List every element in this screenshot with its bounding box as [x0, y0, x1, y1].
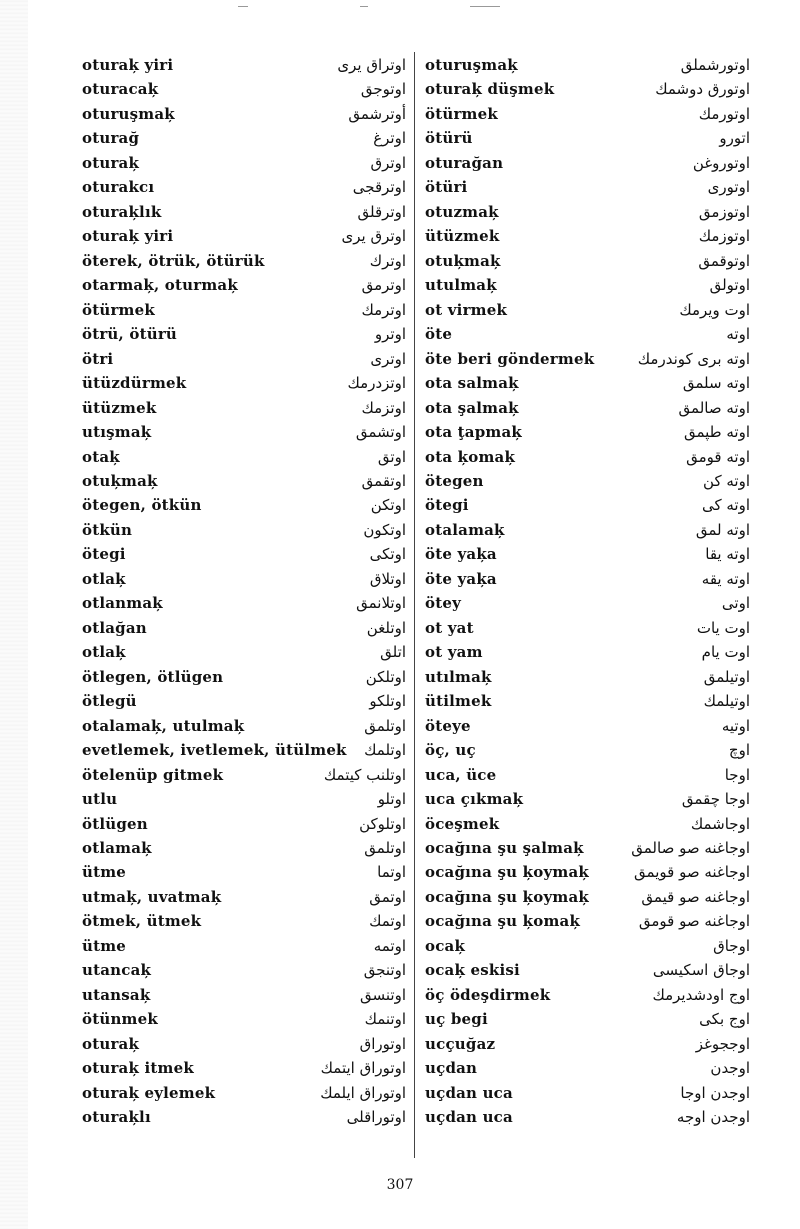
entry-latin-word: otalamaķ	[425, 520, 505, 539]
dictionary-entry	[425, 126, 750, 150]
entry-latin-word: ot yam	[425, 643, 483, 662]
entry-latin-word: ötlegü	[82, 692, 137, 711]
entry-arabic-script: اوتوقمق	[698, 251, 750, 270]
entry-arabic-script: اوترو	[374, 325, 406, 344]
dictionary-entry	[82, 469, 406, 493]
entry-arabic-script: اوتلغن	[366, 618, 406, 637]
entry-latin-word: oturuşmaķ	[425, 56, 518, 74]
entry-arabic-script: اوجدن اوجا	[680, 1083, 750, 1102]
dictionary-entry	[82, 347, 406, 371]
dictionary-entry	[82, 200, 406, 224]
entry-arabic-script: اوتيلمك	[703, 692, 750, 711]
dictionary-entry	[82, 812, 406, 836]
page-number: 307	[386, 1177, 414, 1193]
dictionary-entry	[82, 640, 406, 664]
entry-arabic-script: اوترك	[369, 251, 406, 270]
entry-arabic-script: اوتمك	[369, 912, 406, 931]
entry-arabic-script: اوتق	[377, 447, 406, 466]
entry-latin-word: oturaķ	[82, 1034, 140, 1053]
entry-latin-word: oturaķ	[82, 153, 140, 172]
page-edge-shadow	[0, 0, 28, 1229]
entry-latin-word: oturakcı	[82, 178, 155, 197]
dictionary-entry	[425, 224, 750, 248]
dictionary-entry	[425, 909, 750, 933]
entry-arabic-script: اوترمق	[361, 276, 406, 295]
dictionary-entry	[425, 812, 750, 836]
dictionary-entry	[82, 616, 406, 640]
dictionary-entry	[425, 469, 750, 493]
entry-latin-word: ota ķomaķ	[425, 447, 516, 466]
entry-arabic-script: اوترق	[370, 153, 406, 172]
dictionary-entry	[425, 787, 750, 811]
entry-latin-word: uca çıkmaķ	[425, 790, 524, 809]
dictionary-entry	[425, 885, 750, 909]
dictionary-entry	[425, 298, 750, 322]
dictionary-entry	[82, 249, 406, 273]
entry-latin-word: oturağ	[82, 129, 140, 148]
dictionary-entry	[425, 1007, 750, 1031]
entry-arabic-script: اوج اودشديرمك	[652, 985, 750, 1004]
entry-arabic-script: اوته يقه	[701, 569, 750, 588]
dictionary-entry	[425, 640, 750, 664]
dictionary-entry	[425, 77, 750, 101]
entry-latin-word: oturağan	[425, 153, 504, 172]
dictionary-entry	[425, 689, 750, 713]
entry-arabic-script: اوجا چقمق	[681, 790, 750, 809]
dictionary-entry	[425, 445, 750, 469]
entry-latin-word: ötmek, ütmek	[82, 912, 202, 931]
entry-arabic-script: اوتورق دوشمك	[655, 80, 750, 99]
dictionary-entry	[82, 836, 406, 860]
entry-latin-word: utancaķ	[82, 961, 152, 980]
dictionary-entry	[425, 714, 750, 738]
dictionary-entry	[425, 493, 750, 517]
entry-latin-word: ötünmek	[82, 1010, 158, 1029]
dictionary-entry	[425, 542, 750, 566]
entry-latin-word: ötrü, ötürü	[82, 325, 178, 344]
entry-arabic-script: اوتنمك	[364, 1010, 406, 1029]
entry-arabic-script: اوتزدرمك	[347, 374, 406, 393]
entry-latin-word: ocağına şu ķomaķ	[425, 912, 581, 931]
entry-arabic-script: اوتلمق	[364, 716, 406, 735]
entry-latin-word: öç, uç	[425, 741, 476, 760]
entry-latin-word: ötürmek	[82, 300, 155, 319]
dictionary-entry	[425, 249, 750, 273]
entry-arabic-script: اوت يام	[701, 643, 750, 662]
dictionary-entry	[82, 53, 406, 77]
dictionary-entry	[425, 347, 750, 371]
entry-latin-word: ota ţapmaķ	[425, 423, 522, 442]
entry-latin-word: oturaķ yiri	[82, 227, 174, 246]
entry-latin-word: otlağan	[82, 618, 147, 637]
entry-arabic-script: اوتيه	[721, 716, 750, 735]
dictionary-entry	[425, 273, 750, 297]
entry-latin-word: uçdan uca	[425, 1108, 513, 1127]
entry-latin-word: öç ödeşdirmek	[425, 985, 551, 1004]
entry-arabic-script: اوتلانمق	[356, 594, 406, 613]
entry-arabic-script: اوتنجق	[363, 961, 406, 980]
entry-latin-word: uca, üce	[425, 765, 497, 784]
entry-arabic-script: اوتمق	[369, 887, 406, 906]
dictionary-entry	[82, 567, 406, 591]
entry-latin-word: oturaķ yiri	[82, 56, 174, 74]
entry-arabic-script: اوتورمك	[698, 104, 750, 123]
dictionary-entry	[425, 616, 750, 640]
entry-arabic-script: اوتوراق ايتمك	[320, 1059, 406, 1078]
entry-arabic-script: اوته قومق	[686, 447, 750, 466]
entry-arabic-script: اوته برى كوندرمك	[637, 349, 750, 368]
entry-latin-word: otuzmaķ	[425, 202, 499, 221]
entry-latin-word: ütme	[82, 936, 127, 955]
entry-latin-word: ocağına şu ķoymaķ	[425, 887, 589, 906]
dictionary-entry	[82, 1105, 406, 1129]
entry-arabic-script: اوجاق اسكيسى	[652, 961, 750, 980]
entry-latin-word: otlaķ	[82, 569, 126, 588]
entry-arabic-script: اوته صالمق	[678, 398, 750, 417]
entry-latin-word: ütilmek	[425, 692, 492, 711]
entry-arabic-script: اوتما	[377, 863, 406, 882]
dictionary-entry	[82, 591, 406, 615]
dictionary-entry	[425, 665, 750, 689]
entry-latin-word: ötlügen	[82, 814, 148, 833]
entry-arabic-script: اوجا	[724, 765, 750, 784]
entry-arabic-script: اوتلاق	[369, 569, 406, 588]
entry-latin-word: ocağına şu ķoymaķ	[425, 863, 589, 882]
entry-latin-word: otarmaķ, oturmaķ	[82, 276, 238, 295]
entry-arabic-script: اوترقلق	[357, 202, 406, 221]
dictionary-entry	[82, 763, 406, 787]
entry-latin-word: ötey	[425, 594, 461, 613]
entry-latin-word: oturaķlı	[82, 1108, 151, 1127]
entry-latin-word: ötegi	[425, 496, 469, 515]
dictionary-entry	[82, 445, 406, 469]
entry-arabic-script: اوچ	[728, 741, 750, 760]
entry-arabic-script: اوترى	[370, 349, 406, 368]
entry-arabic-script: اوجاشمك	[690, 814, 750, 833]
dictionary-entry	[425, 200, 750, 224]
dictionary-entry	[82, 665, 406, 689]
entry-arabic-script: اوتلكو	[369, 692, 406, 711]
dictionary-entry	[425, 1056, 750, 1080]
dictionary-entry	[425, 420, 750, 444]
entry-latin-word: evetlemek, ivetlemek, ütülmek	[82, 741, 347, 760]
entry-latin-word: ötegen	[425, 471, 484, 490]
dictionary-entry	[425, 958, 750, 982]
dictionary-entry	[82, 958, 406, 982]
entry-arabic-script: اوتلوكن	[359, 814, 406, 833]
dictionary-entry	[425, 396, 750, 420]
dictionary-entry	[82, 175, 406, 199]
entry-latin-word: ötüri	[425, 178, 468, 197]
entry-latin-word: ötegi	[82, 545, 126, 564]
dictionary-entry	[82, 518, 406, 542]
entry-latin-word: öte yaķa	[425, 545, 497, 564]
top-scan-marks	[0, 0, 800, 20]
dictionary-entry	[82, 909, 406, 933]
dictionary-entry	[82, 420, 406, 444]
column-divider	[414, 52, 415, 1158]
dictionary-entry	[82, 934, 406, 958]
dictionary-entry	[82, 102, 406, 126]
entry-arabic-script: اوتوروغن	[692, 153, 750, 172]
entry-arabic-script: اوته كى	[701, 496, 750, 515]
entry-arabic-script: اوتمه	[373, 936, 406, 955]
entry-arabic-script: اوتلمك	[364, 741, 406, 760]
entry-latin-word: ocaķ	[425, 936, 466, 955]
dictionary-entry	[82, 273, 406, 297]
entry-arabic-script: اوججوغز	[695, 1034, 750, 1053]
entry-arabic-script: اوتكون	[363, 520, 406, 539]
entry-latin-word: ot virmek	[425, 300, 508, 319]
entry-latin-word: oturaķlık	[82, 202, 162, 221]
entry-arabic-script: اوترمك	[361, 300, 406, 319]
entry-arabic-script: اوتورشملق	[680, 56, 750, 74]
entry-latin-word: ota şalmaķ	[425, 398, 519, 417]
dictionary-entry	[425, 322, 750, 346]
dictionary-entry	[425, 934, 750, 958]
dictionary-entry	[425, 860, 750, 884]
entry-latin-word: ocaķ eskisi	[425, 961, 520, 980]
dictionary-entry	[82, 1056, 406, 1080]
dictionary-entry	[425, 151, 750, 175]
dictionary-entry	[82, 860, 406, 884]
entry-arabic-script: اوتنسق	[359, 985, 406, 1004]
entry-latin-word: öteye	[425, 716, 471, 735]
entry-arabic-script: اوتوجق	[360, 80, 406, 99]
entry-latin-word: oturaķ eylemek	[82, 1083, 216, 1102]
entry-latin-word: utılmaķ	[425, 667, 492, 686]
entry-arabic-script: اوت يات	[696, 618, 750, 637]
entry-latin-word: ütüzdürmek	[82, 374, 187, 393]
entry-latin-word: otuķmaķ	[82, 471, 158, 490]
entry-arabic-script: اوج بكى	[699, 1010, 750, 1029]
entry-arabic-script: اوتولق	[709, 276, 750, 295]
entry-arabic-script: اوت ويرمك	[679, 300, 750, 319]
dictionary-entry	[425, 175, 750, 199]
entry-arabic-script: اوتوراقلى	[346, 1108, 406, 1127]
entry-arabic-script: اوته يقا	[705, 545, 750, 564]
entry-arabic-script: اوتشمق	[355, 423, 406, 442]
entry-arabic-script: اوترغ	[373, 129, 406, 148]
entry-arabic-script: اوتوزمك	[698, 227, 750, 246]
dictionary-entry	[82, 542, 406, 566]
entry-arabic-script: اوته كن	[703, 471, 750, 490]
entry-latin-word: utışmaķ	[82, 423, 152, 442]
entry-latin-word: utulmaķ	[425, 276, 497, 295]
entry-latin-word: ötkün	[82, 520, 133, 539]
entry-arabic-script: اوتلنب كيتمك	[323, 765, 406, 784]
entry-arabic-script: أوترشمق	[348, 104, 406, 123]
entry-latin-word: uçdan	[425, 1059, 478, 1078]
entry-arabic-script: اوتراق يرى	[337, 56, 406, 74]
entry-arabic-script: اوجاغنه صو صالمق	[631, 839, 750, 857]
entry-latin-word: otlaķ	[82, 643, 126, 662]
dictionary-entry	[82, 322, 406, 346]
dictionary-entry	[82, 493, 406, 517]
entry-latin-word: ötegen, ötkün	[82, 496, 202, 515]
entry-latin-word: ot yat	[425, 618, 474, 637]
entry-arabic-script: اوجدن اوجه	[676, 1108, 750, 1127]
entry-arabic-script: اتلق	[380, 643, 406, 662]
entry-arabic-script: اوتلو	[377, 790, 406, 809]
dictionary-entry	[425, 102, 750, 126]
entry-latin-word: ota salmaķ	[425, 374, 519, 393]
dictionary-entry	[82, 396, 406, 420]
entry-latin-word: ötelenüp gitmek	[82, 765, 224, 784]
entry-arabic-script: اوتلكن	[365, 667, 406, 686]
entry-arabic-script: اوتوراق	[359, 1034, 406, 1053]
dictionary-entry	[82, 371, 406, 395]
entry-latin-word: oturaķ düşmek	[425, 80, 555, 99]
entry-arabic-script: اوترقجى	[352, 178, 406, 197]
dictionary-entry	[82, 689, 406, 713]
dictionary-entry	[425, 371, 750, 395]
entry-latin-word: ütüzmek	[425, 227, 500, 246]
entry-arabic-script: اوته سلمق	[682, 374, 750, 393]
dictionary-entry	[82, 1007, 406, 1031]
dictionary-entry	[425, 518, 750, 542]
entry-latin-word: oturaķ itmek	[82, 1059, 194, 1078]
entry-latin-word: ütüzmek	[82, 398, 157, 417]
dictionary-entry	[425, 1105, 750, 1129]
entry-latin-word: öceşmek	[425, 814, 500, 833]
entry-arabic-script: اوتيلمق	[703, 667, 750, 686]
dictionary-entry	[82, 738, 406, 762]
dictionary-entry	[82, 983, 406, 1007]
entry-arabic-script: اوته لمق	[695, 520, 750, 539]
entry-arabic-script: اوته	[726, 325, 750, 344]
dictionary-entry	[425, 1081, 750, 1105]
right-column	[425, 53, 750, 1130]
entry-arabic-script: اوجاغنه صو قيمق	[641, 887, 750, 906]
entry-latin-word: ötürmek	[425, 104, 498, 123]
entry-latin-word: uçdan uca	[425, 1083, 513, 1102]
dictionary-entry	[425, 738, 750, 762]
entry-latin-word: oturuşmaķ	[82, 104, 175, 123]
entry-latin-word: ötürü	[425, 129, 473, 148]
entry-latin-word: ötlegen, ötlügen	[82, 667, 224, 686]
dictionary-entry	[425, 567, 750, 591]
entry-latin-word: ütme	[82, 863, 127, 882]
entry-arabic-script: اوتوراق ايلمك	[320, 1083, 406, 1102]
entry-latin-word: öte	[425, 325, 453, 344]
entry-arabic-script: اوته طپمق	[683, 423, 750, 442]
dictionary-entry	[425, 983, 750, 1007]
dictionary-entry	[82, 77, 406, 101]
entry-latin-word: öterek, ötrük, ötürük	[82, 251, 265, 270]
entry-latin-word: otaķ	[82, 447, 120, 466]
entry-arabic-script: اوترق يرى	[341, 227, 406, 246]
entry-latin-word: uç begi	[425, 1010, 488, 1029]
entry-arabic-script: اوتقمق	[361, 471, 406, 490]
entry-arabic-script: اوتكن	[370, 496, 406, 515]
entry-latin-word: öte beri göndermek	[425, 349, 595, 368]
dictionary-entry	[82, 298, 406, 322]
entry-latin-word: ocağına şu şalmaķ	[425, 839, 584, 857]
entry-arabic-script: اوجاغنه صو قويمق	[634, 863, 750, 882]
entry-latin-word: otuķmaķ	[425, 251, 501, 270]
dictionary-entry	[425, 1032, 750, 1056]
entry-latin-word: otlamaķ	[82, 839, 152, 857]
entry-latin-word: oturacaķ	[82, 80, 159, 99]
dictionary-entry	[82, 885, 406, 909]
entry-arabic-script: اوتلمق	[364, 839, 406, 857]
entry-latin-word: utlu	[82, 790, 118, 809]
entry-arabic-script: اوجاغنه صو قومق	[638, 912, 750, 931]
entry-latin-word: öte yaķa	[425, 569, 497, 588]
entry-arabic-script: اوجدن	[710, 1059, 750, 1078]
entry-arabic-script: اوتى	[721, 594, 750, 613]
dictionary-entry	[82, 1081, 406, 1105]
left-column	[82, 53, 406, 1130]
dictionary-entry	[425, 53, 750, 77]
dictionary-entry	[82, 126, 406, 150]
dictionary-entry	[82, 787, 406, 811]
entry-latin-word: otlanmaķ	[82, 594, 163, 613]
dictionary-entry	[425, 836, 750, 860]
entry-arabic-script: اوتكى	[369, 545, 406, 564]
entry-arabic-script: اتورو	[719, 129, 750, 148]
dictionary-entry	[425, 763, 750, 787]
dictionary-entry	[82, 1032, 406, 1056]
entry-arabic-script: اوتزمك	[361, 398, 406, 417]
entry-latin-word: utansaķ	[82, 985, 151, 1004]
dictionary-entry	[82, 151, 406, 175]
dictionary-entry	[425, 591, 750, 615]
dictionary-entry	[82, 224, 406, 248]
entry-latin-word: ucçuğaz	[425, 1034, 496, 1053]
entry-latin-word: otalamaķ, utulmaķ	[82, 716, 245, 735]
entry-arabic-script: اوتورى	[707, 178, 750, 197]
entry-arabic-script: اوتوزمق	[698, 202, 750, 221]
dictionary-entry	[82, 714, 406, 738]
entry-latin-word: utmaķ, uvatmaķ	[82, 887, 222, 906]
entry-arabic-script: اوجاق	[713, 936, 750, 955]
entry-latin-word: ötri	[82, 349, 114, 368]
